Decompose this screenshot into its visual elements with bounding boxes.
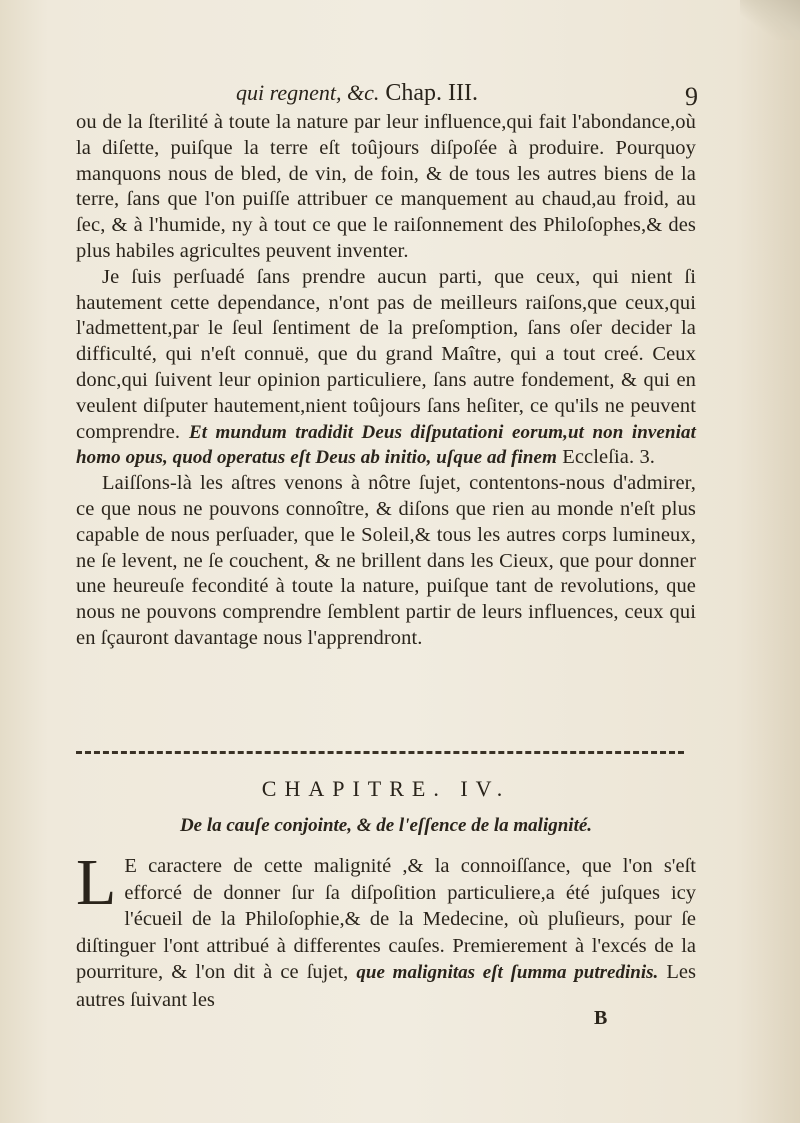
paragraph-3-text: Laiſſons-là les aſtres venons à nôtre ſujet, contentons-nous d'admirer, ce que nous ne pouvons connoître, & diſons que rien au monde n'eſt plus capable de nous perſuader, que le Soleil,& tous les autres corps lumineux, ne ſe levent, ne ſe couchent, & ne brillent dans les Cieux, que pour donner une heureuſe fecondité à toute la nature, puiſque tant de revolutions, que nous ne pouvons comprendre ſemblent partir de leurs influences, ceux qui en ſçauront davantage nous l'apprendront. bbox=[76, 472, 696, 649]
page-corner-shadow bbox=[740, 0, 800, 40]
page-number: 9 bbox=[685, 82, 698, 111]
signature-mark: B bbox=[594, 1007, 608, 1029]
running-title-italic: qui regnent, &c. bbox=[236, 80, 380, 105]
paragraph-3 bbox=[76, 471, 696, 652]
chapter-subtitle: De la cauſe conjointe, & de l'eſſence de la malignité. bbox=[179, 815, 593, 836]
paragraph-1-text: ou de la ſterilité à toute la nature par leur influence,qui fait l'abondance,où la diſette, puiſque la terre eſt toûjours diſpoſée à produire. Pourquoy manquons nous de bled, de vin, de foin, & de tous les autres biens de la terre, ſans que l'on puiſſe attribuer ce manquement au chaud,au froid, au ſec, & à l'humide, ny à tout ce que le raiſonnement des Philoſophes,& des plus habiles agricultes peuvent inventer. bbox=[76, 111, 696, 262]
chapter-latin-quotation: que malignitas eſt ſumma putredinis. bbox=[356, 962, 659, 983]
chapter-body bbox=[76, 846, 696, 1013]
scripture-reference: Eccleſia. 3. bbox=[562, 446, 656, 469]
paragraph-2-text: Je ſuis perſuadé ſans prendre aucun parti, que ceux, qui nient ſi hautement cette dependance, n'ont pas de meilleurs raiſons,que ceux,qui l'admettent,par le ſeul ſentiment de la preſomption, ſans oſer decider la difficulté, qui n'eſt connuë, que du grand Maître, qui a tout creé. Ceux donc,qui ſuivent leur opinion particuliere, ſans autre fondement, & qui en veulent diſputer hautement,nient toûjours ſans heſiter, ce qu'ils ne peuvent comprendre. bbox=[76, 265, 696, 443]
paragraph-2 bbox=[76, 265, 696, 471]
paragraph-1 bbox=[76, 110, 696, 265]
chapter-heading: CHAPITRE. IV. bbox=[261, 776, 511, 801]
chapter-paragraph bbox=[76, 846, 696, 1013]
running-header bbox=[78, 80, 698, 114]
drop-cap: L bbox=[76, 846, 117, 919]
chapter-body-text: E caractere de cette malignité ,& la connoiſſance, que l'on s'eſt efforcé de donner ſur ſa diſpoſition particuliere,a été juſques icy l'écueil de la Philoſophie,& de la Medecine, où pluſieurs, pour ſe diſtinguer l'ont attribué à differentes cauſes. Premierement à l'excés de la pourriture, & l'on dit à ce ſujet, bbox=[76, 855, 696, 983]
latin-quotation: Et mundum tradidit Deus diſputationi eorum,ut non inveniat homo opus, quod operatus eſt Deus ab initio, uſque ad finem bbox=[76, 421, 696, 469]
section-divider bbox=[76, 751, 684, 758]
chapter-reference: Chap. III. bbox=[385, 80, 479, 106]
body-text bbox=[76, 110, 696, 652]
running-title bbox=[236, 80, 478, 107]
chapter-body-tail: Les autres ſuivant les bbox=[76, 961, 696, 1011]
